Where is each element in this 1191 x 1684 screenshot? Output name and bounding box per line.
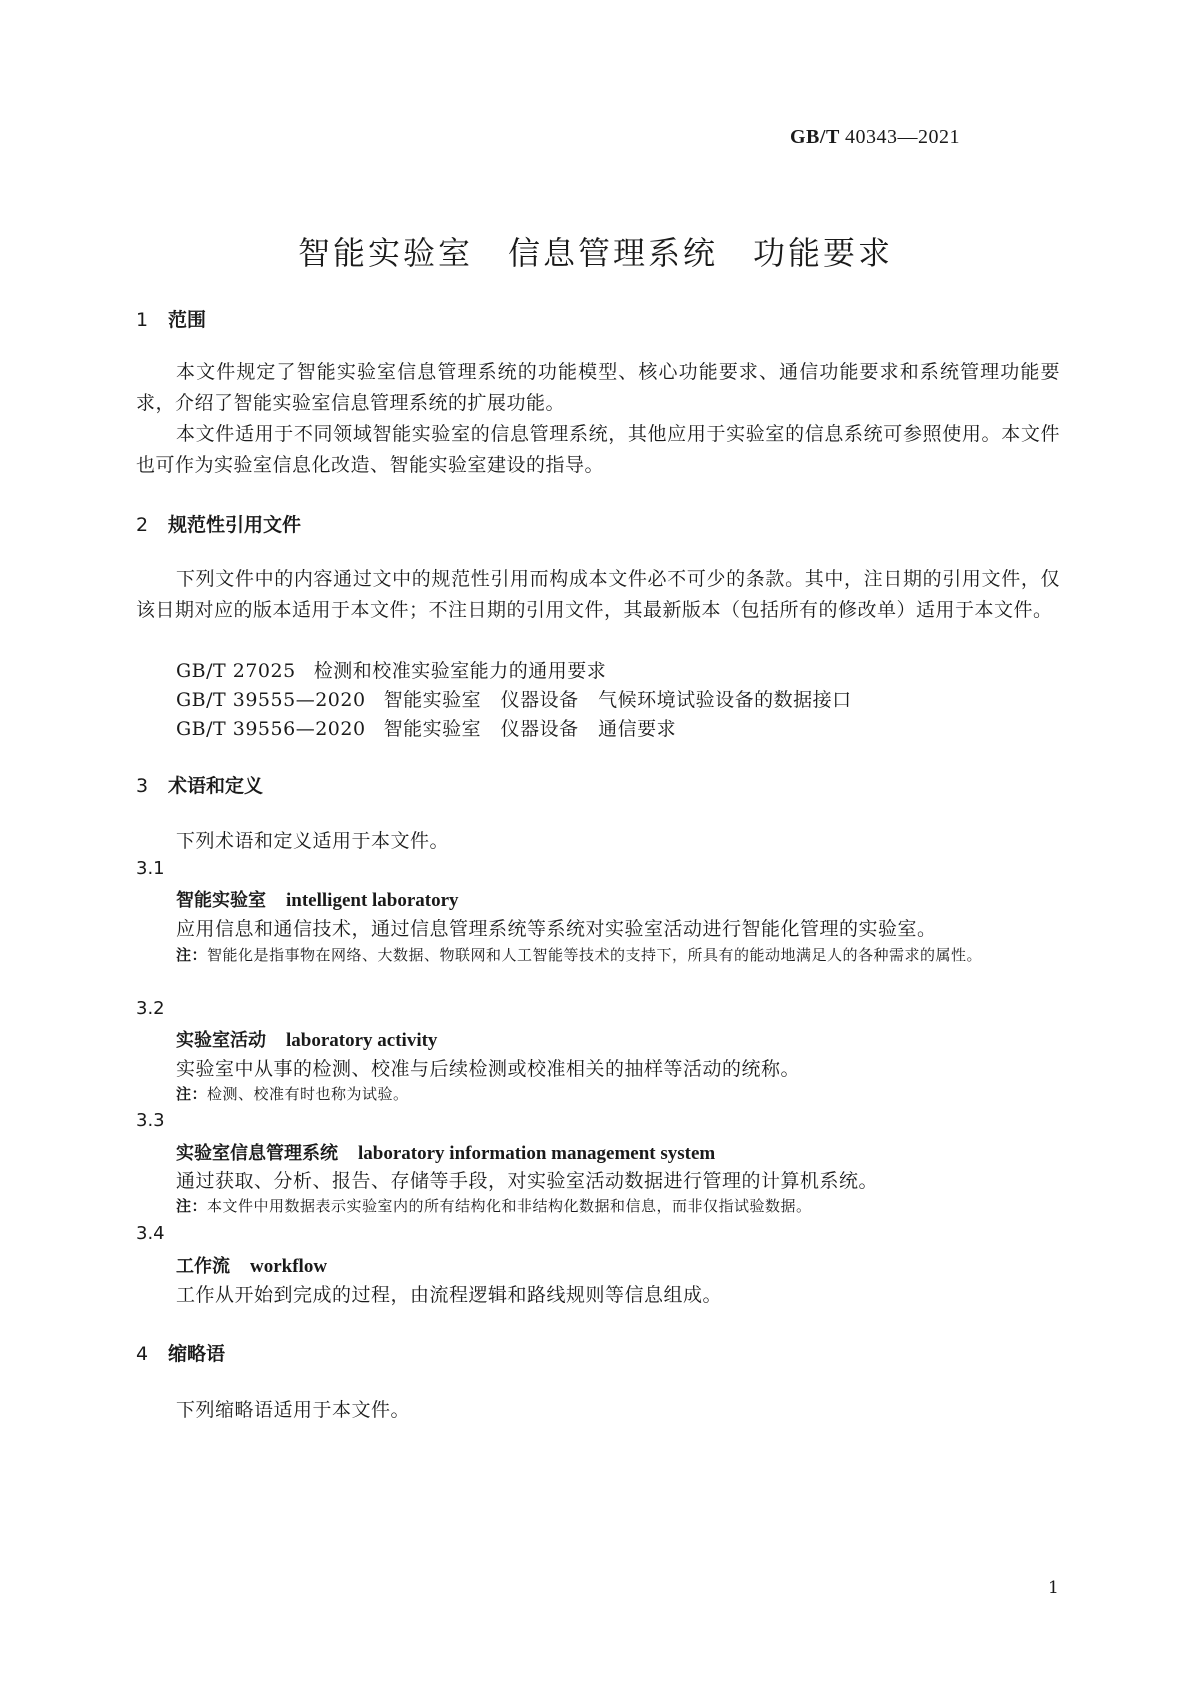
section-title: 缩略语: [168, 1343, 226, 1365]
term-heading: [176, 1026, 437, 1052]
section-number: 1: [136, 309, 149, 331]
section-1-heading: [136, 305, 206, 332]
term-definition: 实验室中从事的检测、校准与后续检测或校准相关的抽样等活动的统称。: [176, 1058, 801, 1080]
section-title: 范围: [168, 309, 207, 331]
standard-prefix: GB/T: [790, 126, 840, 148]
term-note: [176, 1081, 1060, 1107]
section-4-heading: [136, 1339, 225, 1366]
term-number: 3.3: [136, 1110, 165, 1131]
term-zh: 实验室活动: [176, 1030, 266, 1051]
term-heading: [176, 1252, 327, 1278]
standard-number: [790, 126, 960, 149]
section-1-paragraph: 本文件适用于不同领域智能实验室的信息管理系统，其他应用于实验室的信息系统可参照使用。本文件也可作为实验室信息化改造、智能实验室建设的指导。: [136, 423, 1060, 476]
term-note: [176, 942, 1060, 968]
section-1-paragraph: 本文件规定了智能实验室信息管理系统的功能模型、核心功能要求、通信功能要求和系统管理功能要求，介绍了智能实验室信息管理系统的扩展功能。: [136, 361, 1060, 414]
term-zh: 智能实验室: [176, 890, 266, 911]
section-4-intro: 下列缩略语适用于本文件。: [176, 1399, 411, 1421]
reference-code: GB/T 27025: [176, 660, 296, 682]
reference-title: 智能实验室 仪器设备 气候环境试验设备的数据接口: [383, 689, 852, 711]
term-en: laboratory activity: [286, 1030, 438, 1051]
note-label: 注：: [176, 946, 208, 964]
note-text: 检测、校准有时也称为试验。: [207, 1085, 409, 1103]
term-zh: 工作流: [176, 1256, 230, 1277]
reference-item: [176, 714, 676, 741]
reference-item: [176, 685, 852, 712]
section-number: 2: [136, 514, 149, 536]
section-title: 术语和定义: [168, 775, 264, 797]
reference-item: [176, 656, 606, 683]
term-note: [176, 1193, 1060, 1219]
term-heading: [176, 886, 459, 912]
term-zh: 实验室信息管理系统: [176, 1143, 338, 1164]
term-definition: 通过获取、分析、报告、存储等手段，对实验室活动数据进行管理的计算机系统。: [176, 1170, 879, 1192]
reference-title: 智能实验室 仪器设备 通信要求: [383, 718, 677, 740]
term-definition: 工作从开始到完成的过程，由流程逻辑和路线规则等信息组成。: [176, 1284, 723, 1306]
term-en: intelligent laboratory: [286, 890, 459, 911]
section-number: 3: [136, 775, 149, 797]
term-number: 3.4: [136, 1223, 165, 1244]
section-3-intro: 下列术语和定义适用于本文件。: [176, 830, 450, 852]
section-3-heading: [136, 771, 263, 798]
term-en: laboratory information management system: [358, 1143, 716, 1164]
term-en: workflow: [250, 1256, 328, 1277]
reference-code: GB/T 39555—2020: [176, 689, 366, 711]
section-title: 规范性引用文件: [168, 514, 302, 536]
term-heading: [176, 1139, 715, 1165]
document-title: 智能实验室 信息管理系统 功能要求: [297, 234, 893, 272]
section-number: 4: [136, 1343, 149, 1365]
note-text: 智能化是指事物在网络、大数据、物联网和人工智能等技术的支持下，所具有的能动地满足人的各种需求的属性。: [207, 946, 983, 964]
term-number: 3.1: [136, 858, 165, 879]
standard-code: 40343—2021: [844, 126, 960, 148]
reference-code: GB/T 39556—2020: [176, 718, 366, 740]
note-label: 注：: [176, 1197, 208, 1215]
term-definition: 应用信息和通信技术，通过信息管理系统等系统对实验室活动进行智能化管理的实验室。: [176, 918, 937, 940]
reference-title: 检测和校准实验室能力的通用要求: [313, 660, 607, 682]
section-2-heading: [136, 510, 301, 537]
term-number: 3.2: [136, 998, 165, 1019]
note-text: 本文件中用数据表示实验室内的所有结构化和非结构化数据和信息，而非仅指试验数据。: [207, 1197, 812, 1215]
page-number: 1: [1048, 1578, 1059, 1598]
section-2-paragraph: 下列文件中的内容通过文中的规范性引用而构成本文件必不可少的条款。其中，注日期的引用文件，仅该日期对应的版本适用于本文件；不注日期的引用文件，其最新版本（包括所有的修改单）适用于本文件。: [136, 568, 1060, 621]
note-label: 注：: [176, 1085, 208, 1103]
